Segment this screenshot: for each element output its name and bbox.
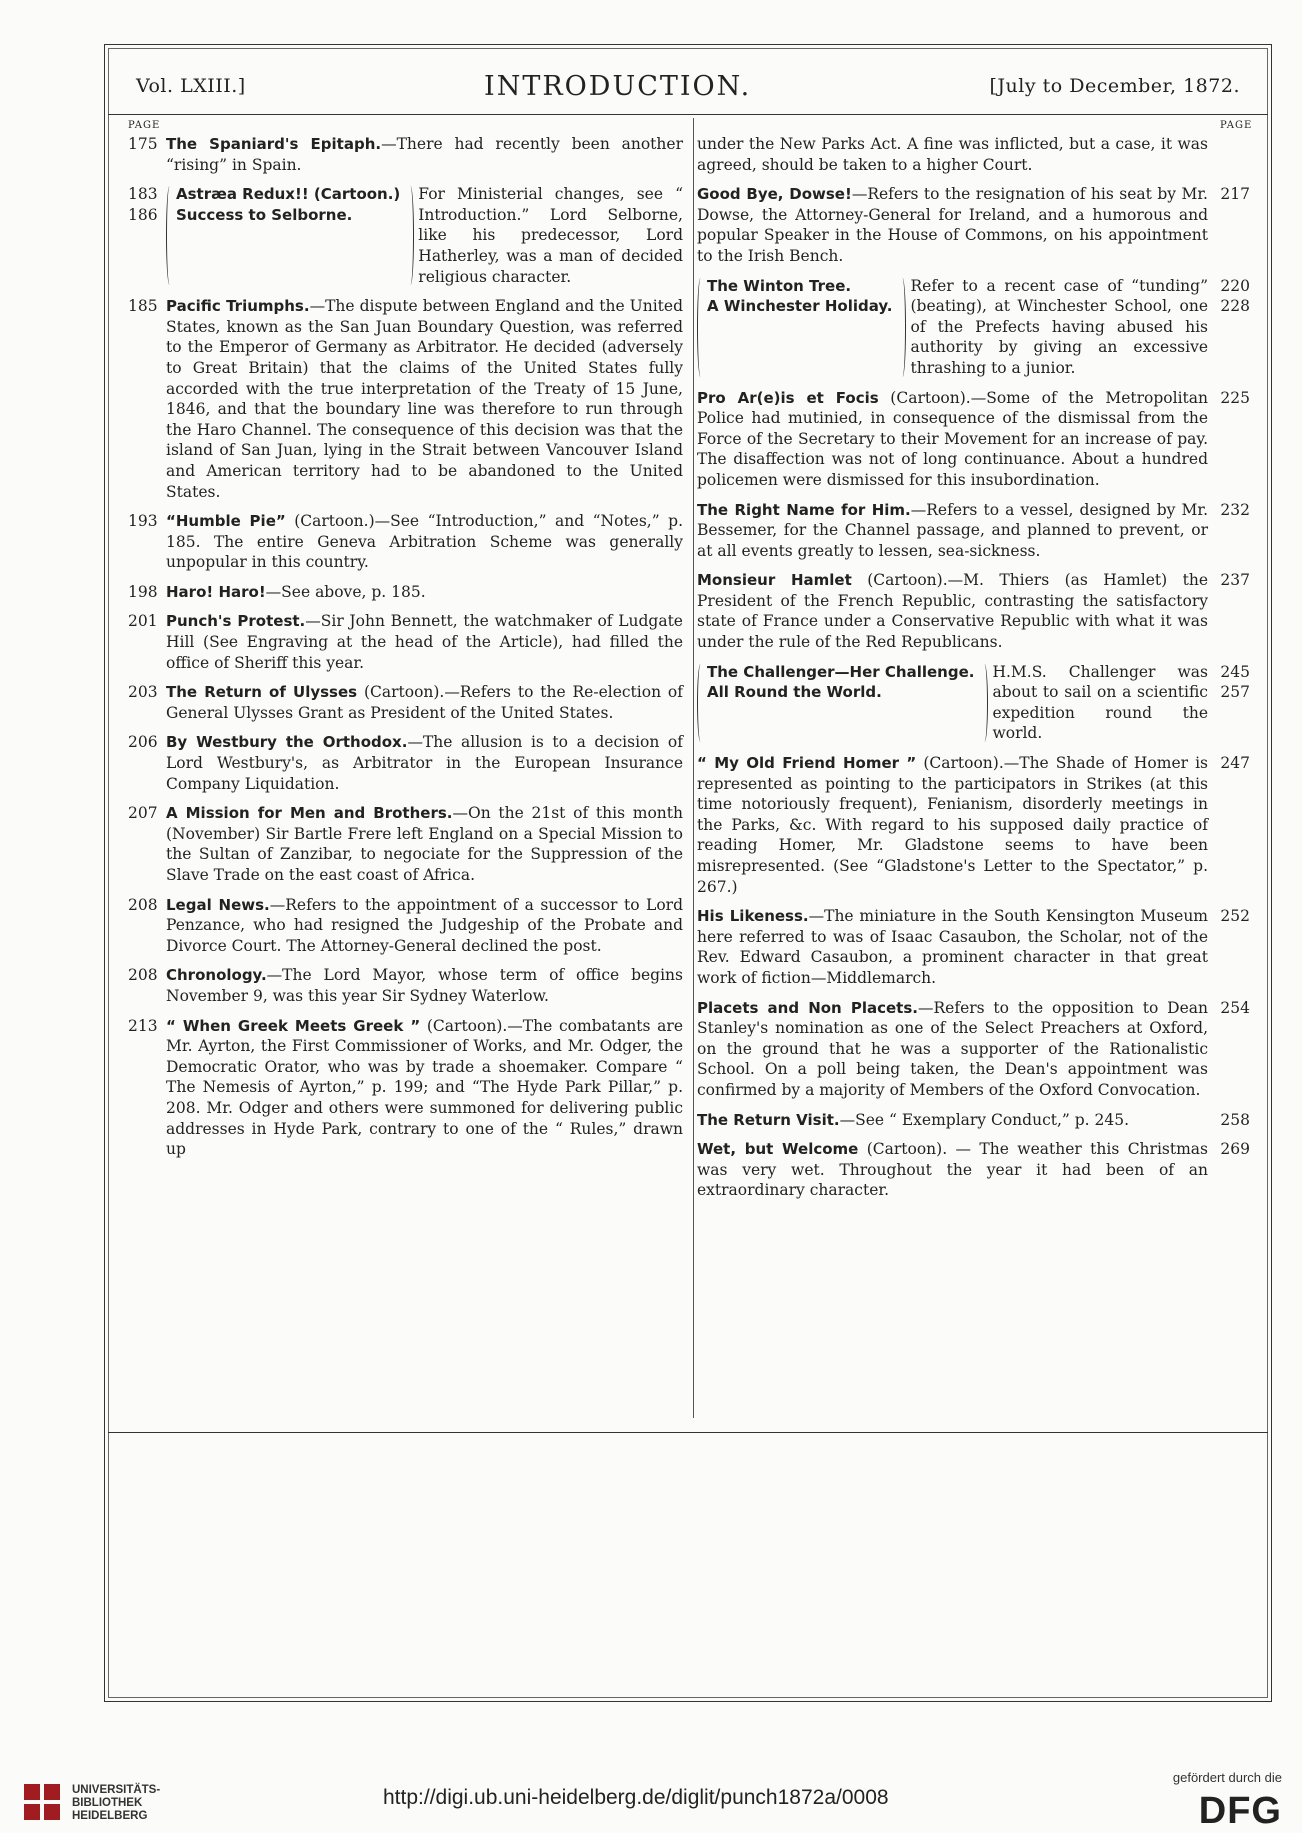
index-entry bbox=[128, 511, 683, 573]
entry-heading: His Likeness. bbox=[697, 907, 809, 926]
entry-body bbox=[166, 1016, 683, 1160]
entry-body bbox=[166, 732, 683, 794]
entry-heading: By Westbury the Orthodox. bbox=[166, 733, 408, 752]
entry-body bbox=[697, 906, 1208, 988]
page-number: 203 bbox=[128, 683, 158, 702]
entry-heading: The Winton Tree. bbox=[707, 276, 852, 295]
entry-text: —The dispute between England and the United States, known as the San Juan Boundary Question, was referred to the Emperor of Germany as Arbitrator. He decided (adversely to Great Britain) that the claims of the United States fully accorded with the true interpretation of the Treaty of 15 June, 1846, and that the boundary line was therefore to run through the Haro Channel. The consequence of this decision was that the island of San Juan, lying in the Strait between Vancouver Island and American territory had to be abandoned to the United States. bbox=[166, 297, 684, 501]
entry-heading: Pacific Triumphs. bbox=[166, 297, 310, 316]
entry-text: (Cartoon).—The combatants are Mr. Ayrton, the First Commissioner of Works, and Mr. Odger, the Democratic Orator, who was by trade a shoemaker. Compare “ The Nemesis of Ayrton,” p. 199; and “The Hyde Park Pillar,” p. 208. Mr. Odger and others were summoned for delivering public addresses in Hyde Park, contrary to one of the “ Rules,” drawn up bbox=[166, 1016, 684, 1159]
page-number: 257 bbox=[1220, 683, 1250, 702]
page-number: 245 bbox=[1220, 662, 1250, 681]
entry-body bbox=[166, 965, 683, 1006]
page-number: 269 bbox=[1220, 1140, 1250, 1159]
entry-text: —Refers to the appointment of a successor to Lord Penzance, who had resigned the Judgeship of the Probate and Divorce Court. The Attorney-General declined the post. bbox=[166, 895, 683, 955]
brace-open bbox=[697, 664, 704, 742]
entry-heading: Success to Selborne. bbox=[176, 205, 353, 224]
index-entry bbox=[128, 134, 683, 175]
page-number: 232 bbox=[1220, 500, 1250, 519]
grouped-entry bbox=[128, 184, 683, 287]
brace-close bbox=[407, 186, 414, 285]
entry-text: —See “ Exemplary Conduct,” p. 245. bbox=[839, 1110, 1130, 1129]
entry-body bbox=[166, 803, 683, 885]
page-number: 207 bbox=[128, 804, 158, 823]
page-number: 198 bbox=[128, 582, 158, 601]
left-column bbox=[128, 134, 683, 1169]
page-number: 247 bbox=[1220, 754, 1250, 773]
entry-heading: Punch's Protest. bbox=[166, 612, 306, 631]
grouped-entry bbox=[695, 662, 1250, 744]
page-number: 258 bbox=[1220, 1110, 1250, 1129]
entry-text: For Ministerial changes, see “ Introduction.” Lord Selborne, like his predecessor, Lord Hatherley, was a man of decided religious character. bbox=[418, 185, 683, 286]
entry-body bbox=[697, 500, 1208, 562]
entry-heading: “Humble Pie” bbox=[166, 512, 286, 531]
entry-heading: The Challenger—Her Challenge. bbox=[707, 662, 975, 681]
page-numbers bbox=[1220, 276, 1250, 317]
entry-heading: Good Bye, Dowse! bbox=[697, 185, 852, 204]
page-number: 213 bbox=[128, 1016, 158, 1035]
entry-body bbox=[697, 753, 1208, 897]
entry-body bbox=[166, 682, 683, 723]
entry-text: Refer to a recent case of “tunding” (beating), at Winchester School, one of the Prefects having abused his authority by giving an excessive thrashing to a junior. bbox=[910, 276, 1208, 377]
index-entry bbox=[128, 296, 683, 502]
entry-body bbox=[166, 134, 683, 175]
group-headings bbox=[697, 662, 992, 744]
entry-text: (Cartoon.)—See “Introduction,” and “Notes,” p. 185. The entire Geneva Arbitration Scheme was generally unpopular in this country. bbox=[166, 512, 683, 572]
entry-heading: Chronology. bbox=[166, 966, 267, 985]
entry-body bbox=[697, 388, 1208, 491]
grouped-entry bbox=[695, 276, 1250, 379]
entry-text: (Cartoon).—M. Thiers (as Hamlet) the President of the French Republic, contrasting the satisfactory state of France under a Conservative Republic with what it was under the rule of the Red Republicans. bbox=[697, 571, 1208, 652]
index-entry bbox=[128, 682, 683, 723]
index-entry bbox=[128, 582, 683, 603]
digital-copy-link[interactable]: http://digi.ub.uni-heidelberg.de/diglit/punch1872a/0008 bbox=[383, 1786, 889, 1809]
entry-text: —On the 21st of this month (November) Sir Bartle Frere left England on a Special Mission to the Sultan of Zanzibar, to negociate for the Suppression of the Slave Trade on the east coast of Africa. bbox=[166, 804, 683, 884]
index-entry bbox=[695, 906, 1250, 988]
entry-heading: A Mission for Men and Brothers. bbox=[166, 804, 453, 823]
entry-body bbox=[166, 511, 683, 573]
entry-heading: Monsieur Hamlet bbox=[697, 571, 852, 590]
dfg-logo: DFG bbox=[1198, 1790, 1282, 1832]
page-number: 252 bbox=[1220, 907, 1250, 926]
entry-text: —See above, p. 185. bbox=[265, 582, 426, 601]
brace-close bbox=[899, 278, 906, 377]
brace-close bbox=[981, 664, 988, 742]
entry-heading: The Spaniard's Epitaph. bbox=[166, 135, 382, 153]
index-entry bbox=[695, 1139, 1250, 1201]
entry-heading: Astræa Redux!! (Cartoon.) bbox=[176, 185, 401, 204]
entry-body bbox=[697, 1110, 1208, 1131]
entry-body bbox=[166, 582, 683, 603]
entry-heading: Wet, but Welcome bbox=[697, 1140, 859, 1159]
right-column bbox=[695, 134, 1250, 1210]
entry-heading: The Right Name for Him. bbox=[697, 500, 911, 519]
entry-heading: Placets and Non Placets. bbox=[697, 998, 918, 1017]
volume-label: Vol. LXIII.] bbox=[136, 75, 246, 97]
page-number: 193 bbox=[128, 512, 158, 531]
entry-heading: The Return of Ulysses bbox=[166, 683, 358, 702]
entry-heading: Pro Ar(e)is et Focis bbox=[697, 388, 879, 407]
header-rule bbox=[108, 114, 1268, 115]
brace-open bbox=[166, 186, 173, 285]
page-title: INTRODUCTION. bbox=[484, 70, 752, 102]
footer bbox=[0, 1752, 1302, 1830]
entry-text: (Cartoon).—Some of the Metropolitan Police had mutinied, in consequence of the dismissal from the Force of the Secretary to their Movement for an increase of pay. The disaffection was not of long continuance. About a hundred policemen were dismissed for this insubordination. bbox=[697, 388, 1208, 489]
footer-rule bbox=[108, 1432, 1268, 1433]
column-divider bbox=[693, 118, 694, 1418]
entry-text: (Cartoon).—The Shade of Homer is represented as pointing to the participators in Strikes (at this time notoriously frequent), Fenianism, disorderly meetings in the Parks, &c. With regard to his supposed daily practice of reading Homer, Mr. Gladstone seems to have been misrepresented. (See “Gladstone's Letter to the Spectator,” p. 267.) bbox=[697, 754, 1208, 896]
group-headings bbox=[697, 276, 910, 379]
page-number: 217 bbox=[1220, 185, 1250, 204]
page-number: 185 bbox=[128, 297, 158, 316]
entry-heading: A Winchester Holiday. bbox=[707, 297, 893, 316]
entry-text: (Cartoon). — The weather this Christmas was very wet. Throughout the year it had been of an extraordinary character. bbox=[697, 1140, 1208, 1200]
entry-text: H.M.S. Challenger was about to sail on a scientific expedition round the world. bbox=[992, 662, 1208, 743]
index-entry bbox=[128, 1016, 683, 1160]
index-entry bbox=[695, 134, 1250, 175]
page-numbers bbox=[1220, 662, 1250, 703]
index-entry bbox=[695, 184, 1250, 266]
entry-text: (Cartoon).—Refers to the Re-election of General Ulysses Grant as President of the United States. bbox=[166, 683, 683, 722]
page-label-left: PAGE bbox=[128, 120, 161, 131]
index-entry bbox=[128, 965, 683, 1006]
entry-body bbox=[697, 184, 1208, 266]
entry-heading: “ My Old Friend Homer ” bbox=[697, 754, 917, 773]
funding-note: gefördert durch die bbox=[1172, 1770, 1282, 1785]
entry-body bbox=[697, 1139, 1208, 1201]
entry-heading: Haro! Haro! bbox=[166, 582, 266, 601]
page-numbers bbox=[128, 184, 158, 225]
entry-body bbox=[697, 570, 1208, 652]
page-number: 220 bbox=[1220, 276, 1250, 295]
page-number: 206 bbox=[128, 733, 158, 752]
group-row bbox=[697, 662, 1208, 744]
entry-body bbox=[166, 296, 683, 502]
entry-text: —The allusion is to a decision of Lord Westbury's, as Arbitrator in the European Insurance Company Liquidation. bbox=[166, 733, 683, 793]
entry-body bbox=[697, 134, 1208, 175]
library-name: UNIVERSITÄTS- BIBLIOTHEK HEIDELBERG bbox=[72, 1784, 161, 1822]
page-number: 254 bbox=[1220, 998, 1250, 1017]
index-entry bbox=[695, 570, 1250, 652]
group-headings bbox=[166, 184, 418, 287]
group-row bbox=[166, 184, 683, 287]
entry-text: —Sir John Bennett, the watchmaker of Ludgate Hill (See Engraving at the head of the Article), had filled the office of Sheriff this year. bbox=[166, 612, 683, 672]
entry-body bbox=[166, 611, 683, 673]
entry-text: —The miniature in the South Kensington Museum here referred to was of Isaac Casaubon, the Scholar, not of the Rev. Edward Casaubon, a prominent character in that great work of fiction—Middlemarch. bbox=[697, 907, 1209, 987]
entry-text: —Refers to the opposition to Dean Stanley's nomination as one of the Select Preachers at Oxford, on the ground that he was a supporter of the Rationalistic School. On a poll being taken, the Dean's appointment was confirmed by a majority of Members of the Oxford Convocation. bbox=[697, 998, 1208, 1099]
library-logo-icon bbox=[22, 1782, 62, 1822]
page-number: 208 bbox=[128, 895, 158, 914]
page-number: 183 bbox=[128, 185, 158, 204]
entry-text: under the New Parks Act. A fine was inflicted, but a case, it was agreed, should be taken to a higher Court. bbox=[697, 135, 1208, 174]
index-entry bbox=[695, 998, 1250, 1101]
page-number: 175 bbox=[128, 135, 158, 153]
entry-heading: The Return Visit. bbox=[697, 1110, 840, 1129]
date-range: [July to December, 1872. bbox=[989, 75, 1240, 97]
entry-text: —There had recently been another “rising” in Spain. bbox=[166, 135, 683, 174]
entry-body bbox=[166, 895, 683, 957]
entry-text: —The Lord Mayor, whose term of office begins November 9, was this year Sir Sydney Waterlow. bbox=[166, 966, 683, 1005]
page-number: 201 bbox=[128, 612, 158, 631]
index-entry bbox=[128, 611, 683, 673]
group-row bbox=[697, 276, 1208, 379]
page-number: 228 bbox=[1220, 297, 1250, 316]
entry-heading: “ When Greek Meets Greek ” bbox=[166, 1016, 421, 1035]
page-number: 237 bbox=[1220, 571, 1250, 590]
entry-text: —Refers to the resignation of his seat by Mr. Dowse, the Attorney-General for Ireland, and a humorous and popular Speaker in the House of Commons, on his appointment to the Irish Bench. bbox=[697, 185, 1208, 265]
entry-text: —Refers to a vessel, designed by Mr. Bessemer, for the Channel passage, and planned to prevent, or at all events greatly to lessen, sea-sickness. bbox=[697, 500, 1208, 560]
entry-body bbox=[697, 998, 1208, 1101]
page-number: 186 bbox=[128, 205, 158, 224]
index-entry bbox=[695, 1110, 1250, 1131]
page-number: 225 bbox=[1220, 388, 1250, 407]
index-entry bbox=[128, 732, 683, 794]
entry-heading: All Round the World. bbox=[707, 683, 882, 702]
index-entry bbox=[695, 753, 1250, 897]
index-entry bbox=[128, 895, 683, 957]
index-entry bbox=[128, 803, 683, 885]
page-label-right: PAGE bbox=[1220, 120, 1253, 131]
index-entry bbox=[695, 388, 1250, 491]
entry-heading: Legal News. bbox=[166, 895, 270, 914]
index-entry bbox=[695, 500, 1250, 562]
running-header bbox=[136, 66, 1240, 106]
page-number: 208 bbox=[128, 966, 158, 985]
brace-open bbox=[697, 278, 704, 377]
